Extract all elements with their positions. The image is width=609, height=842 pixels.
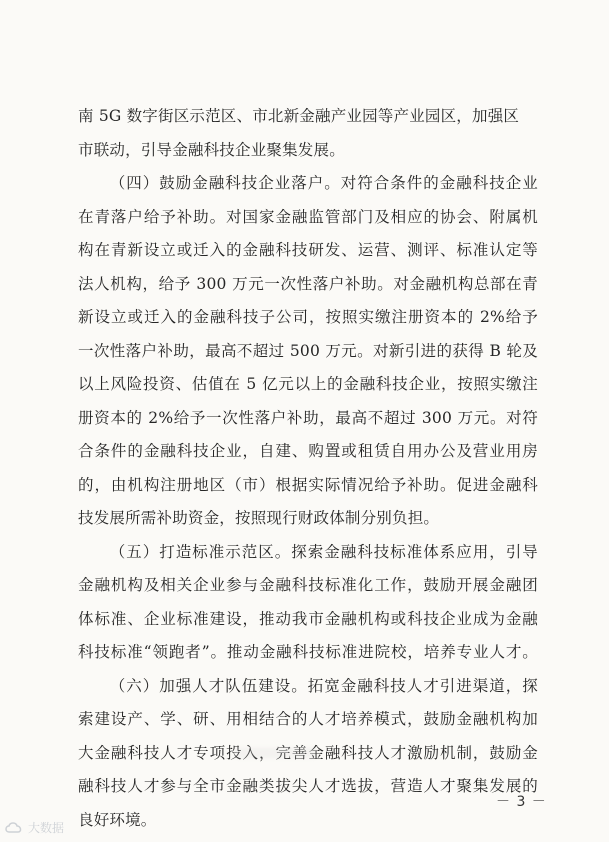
text-line-22: 良好环境。 xyxy=(78,810,157,829)
page-number: － 3 － xyxy=(496,794,547,810)
text-line-1: 南 5G 数字街区示范区、市北新金融产业园等产业园区，加强区 xyxy=(78,107,520,125)
text-line-12: 的，由机构注册地区（市）根据实际情况给予补助。促进金融科 xyxy=(78,475,538,494)
section-six-heading-line: （六）加强人才队伍建设。拓宽金融科技人才引进渠道，探 xyxy=(109,676,538,695)
text-line-7: 新设立或迁入的金融科技子公司，按照实缴注册资本的 2%给予 xyxy=(78,308,538,326)
text-line-14 xyxy=(78,536,538,570)
text-line-5: 构在青新设立或迁入的金融科技研发、运营、测评、标准认定等 xyxy=(78,241,538,259)
text-line-15: 金融机构及相关企业参与金融科技标准化工作，鼓励开展金融团 xyxy=(78,576,538,594)
text-line-16: 体标准、企业标准建设，推动我市金融机构或科技企业成为金融 xyxy=(78,609,538,628)
text-line-17: 科技标准“领跑者”。推动金融科技标准进院校，培养专业人才。 xyxy=(78,643,538,661)
watermark xyxy=(4,818,64,836)
text-line-2: 市联动，引导金融科技企业聚集发展。 xyxy=(78,140,345,159)
text-line-20: 大金融科技人才专项投入，完善金融科技人才激励机制，鼓励金 xyxy=(78,743,538,762)
text-line-3 xyxy=(78,167,538,201)
text-line-6: 法人机构，给予 300 万元一次性落户补助。对金融机构总部在青 xyxy=(78,274,538,293)
text-line-18 xyxy=(78,670,538,704)
text-line-9: 以上风险投资、估值在 5 亿元以上的金融科技企业，按照实缴注 xyxy=(78,375,538,393)
watermark-text: 大数据 xyxy=(28,820,65,835)
cloud-logo-icon xyxy=(4,820,24,834)
text-line-4: 在青落户给予补助。对国家金融监管部门及相应的协会、附属机 xyxy=(78,207,538,226)
faint-stamp-mark xyxy=(235,748,317,758)
text-line-13: 技发展所需补助资金，按照现行财政体制分别负担。 xyxy=(78,509,440,527)
text-line-8: 一次性落户补助，最高不超过 500 万元。对新引进的获得 B 轮及 xyxy=(78,341,538,360)
section-five-heading-line: （五）打造标准示范区。探索金融科技标准体系应用，引导 xyxy=(109,542,538,561)
section-four-heading-line: （四）鼓励金融科技企业落户。对符合条件的金融科技企业 xyxy=(109,174,538,192)
text-line-10: 册资本的 2%给予一次性落户补助，最高不超过 300 万元。对符 xyxy=(78,408,538,427)
document-body xyxy=(78,100,538,837)
text-line-19: 索建设产、学、研、用相结合的人才培养模式，鼓励金融机构加 xyxy=(78,710,538,728)
text-line-21: 融科技人才参与全市金融类拔尖人才选拔，营造人才聚集发展的 xyxy=(78,777,538,795)
text-line-11: 合条件的金融科技企业，自建、购置或租赁自用办公及营业用房 xyxy=(78,442,538,460)
